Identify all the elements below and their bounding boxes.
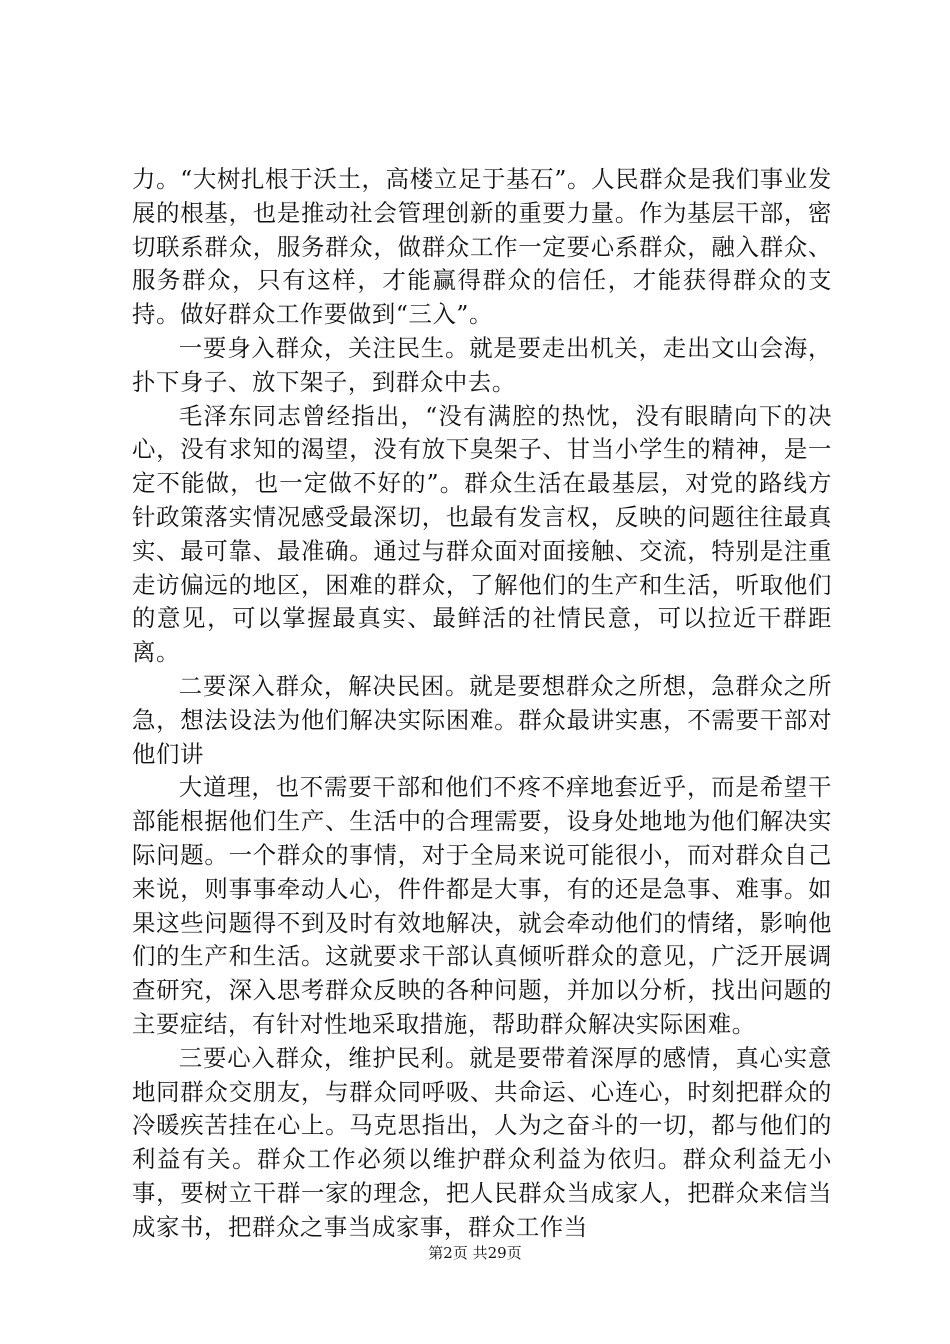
document-body (132, 163, 832, 1245)
paragraph-3: 毛泽东同志曾经指出，“没有满腔的热忱，没有眼睛向下的决心，没有求知的渴望，没有放下臭架子、甘当小学生的精神，是一定不能做，也一定做不好的”。群众生活在最基层，对党的路线方针政策落实情况感受最深切，也最有发言权，反映的问题往往最真实、最可靠、最准确。通过与群众面对面接触、交流，特别是注重走访偏远的地区，困难的群众，了解他们的生产和生活，听取他们的意见，可以掌握最真实、最鲜活的社情民意，可以拉近干群距离。 (132, 401, 832, 667)
paragraph-6: 三要心入群众，维护民利。就是要带着深厚的感情，真心实意地同群众交朋友，与群众同呼吸、共命运、心连心，时刻把群众的冷暖疾苦挂在心上。马克思指出，人为之奋斗的一切，都与他们的利益有关。群众工作必须以维护群众利益为依归。群众利益无小事，要树立干群一家的理念，把人民群众当成家人，把群众来信当成家书，把群众之事当成家事，群众工作当 (132, 1043, 832, 1241)
page-footer: 第2页 共29页 (428, 1244, 522, 1262)
paragraph-4: 二要深入群众，解决民困。就是要想群众之所想，急群众之所急，想法设法为他们解决实际困难。群众最讲实惠，不需要干部对他们讲 (132, 671, 832, 768)
paragraph-1: 力。“大树扎根于沃土，高楼立足于基石”。人民群众是我们事业发展的根基，也是推动社会管理创新的重要力量。作为基层干部，密切联系群众，服务群众，做群众工作一定要心系群众，融入群众、服务群众，只有这样，才能赢得群众的信任，才能获得群众的支持。做好群众工作要做到“三入”。 (132, 165, 832, 329)
paragraph-2: 一要身入群众，关注民生。就是要走出机关，走出文山会海，扑下身子、放下架子，到群众中去。 (132, 333, 832, 396)
paragraph-5: 大道理，也不需要干部和他们不疼不痒地套近乎，而是希望干部能根据他们生产、生活中的合理需要，设身处地地为他们解决实际问题。一个群众的事情，对于全局来说可能很小，而对群众自己来说，则事事牵动人心，件件都是大事，有的还是急事、难事。如果这些问题得不到及时有效地解决，就会牵动他们的情绪，影响他们的生产和生活。这就要求干部认真倾听群众的意见，广泛开展调查研究，深入思考群众反映的各种问题，并加以分析，找出问题的主要症结，有针对性地采取措施，帮助群众解决实际困难。 (132, 773, 832, 1038)
